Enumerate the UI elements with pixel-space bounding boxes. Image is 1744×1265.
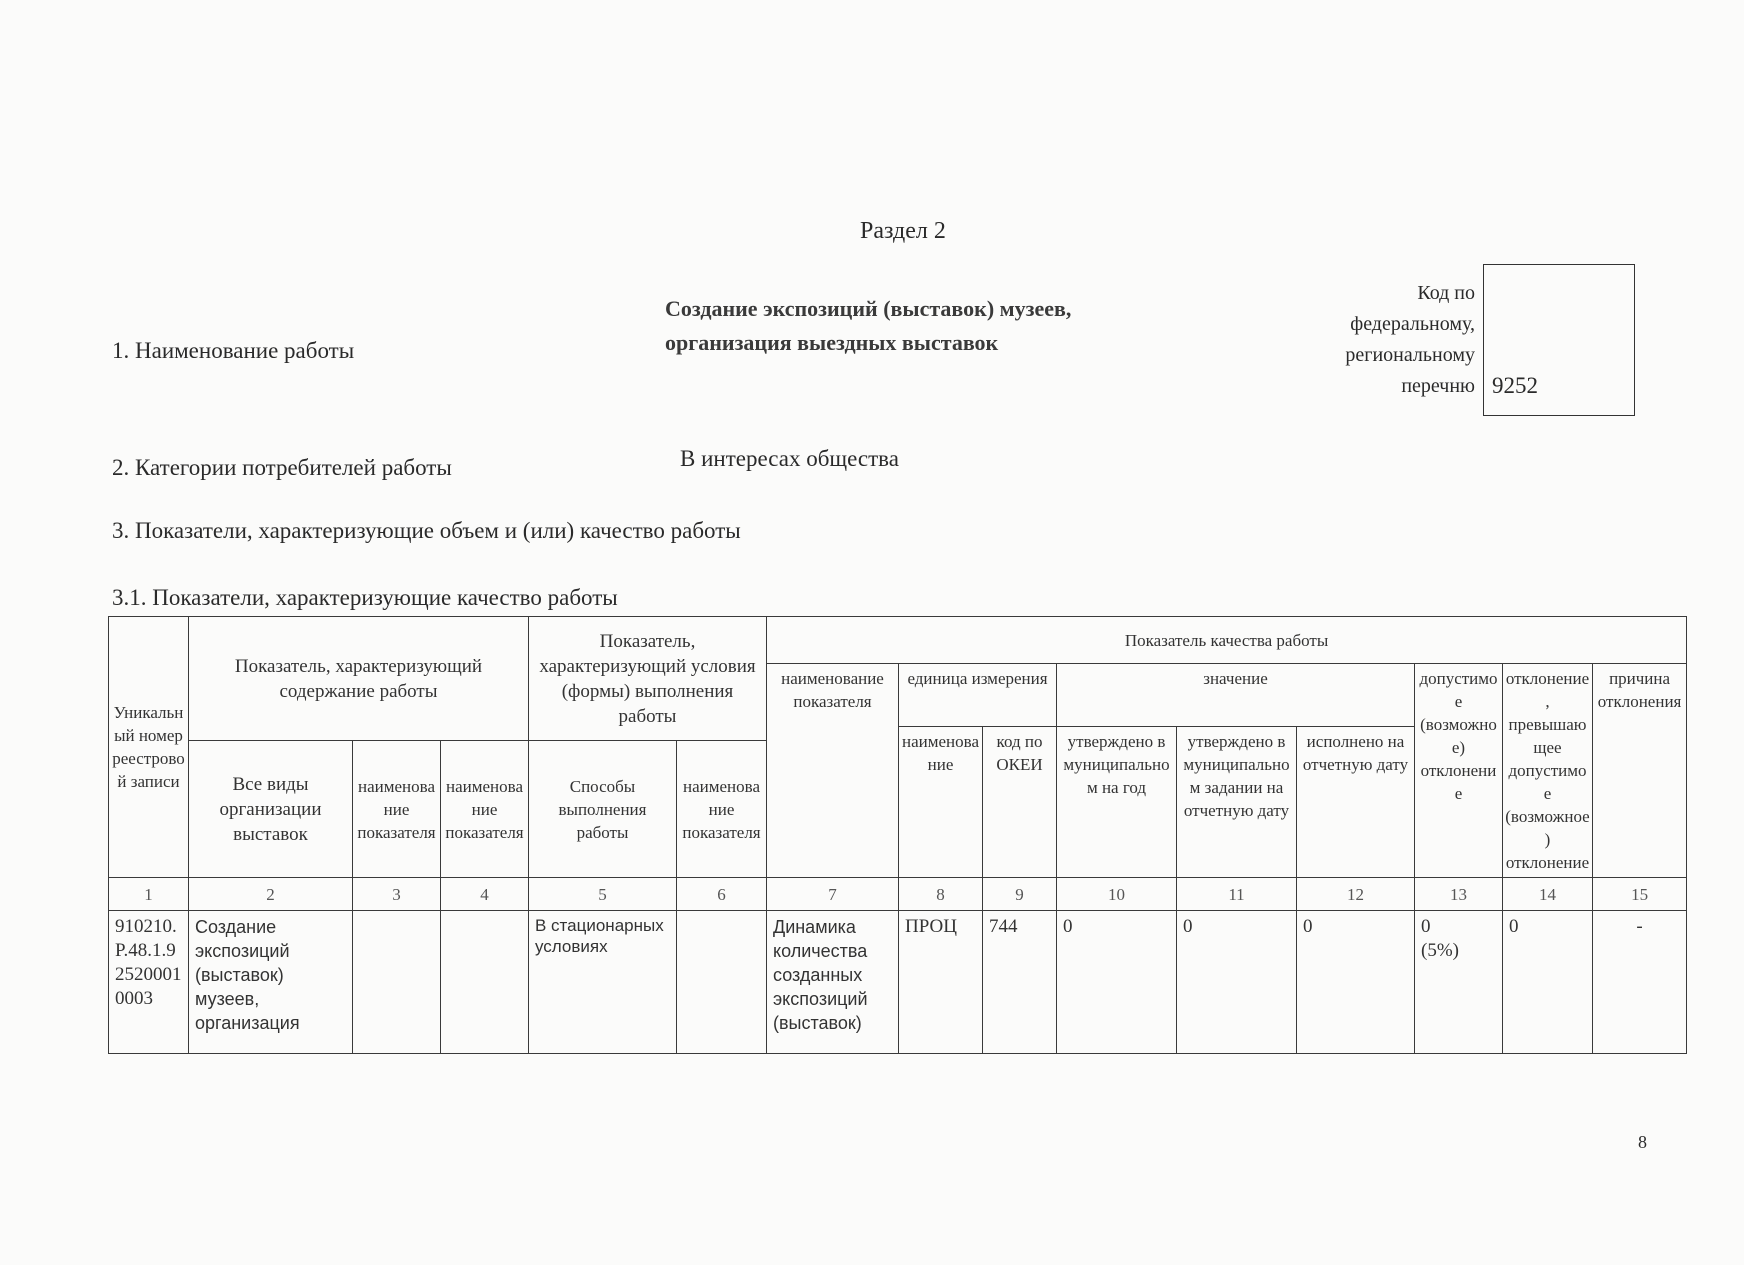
page-number: 8: [1638, 1132, 1647, 1152]
header-col6-indicator: наименование показателя: [677, 741, 767, 878]
cell-indicator: Динамика количества созданных экспозиций (выставок): [767, 911, 899, 1054]
header-methods: Способы выполнения работы: [529, 741, 677, 878]
header-exceeding-deviation: отклонение, превышающее допустимое (возможное) отклонение: [1503, 664, 1593, 878]
code-label-line-2: федеральному,: [1350, 313, 1475, 335]
col-number: 5: [529, 878, 677, 911]
header-quality-group: Показатель качества работы: [767, 617, 1687, 664]
cell-approved-date: 0: [1177, 911, 1297, 1054]
work-name-label: 1. Наименование работы: [112, 338, 355, 363]
work-name-line-2: организация выездных выставок: [665, 330, 999, 355]
code-label-line-1: Код по: [1417, 282, 1475, 304]
col-number: 8: [899, 878, 983, 911]
code-label-line-4: перечню: [1401, 375, 1475, 397]
cell-unique-number: 910210.P.48.1.925200010003: [109, 911, 189, 1054]
cell-allowed-deviation: [1415, 911, 1503, 1054]
col-number: 7: [767, 878, 899, 911]
header-content-group: Показатель, характеризующий содержание работы: [189, 617, 529, 741]
col-number: 1: [109, 878, 189, 911]
section-title: Раздел 2: [860, 218, 946, 244]
col-number: 9: [983, 878, 1057, 911]
cell-allowed-deviation-value: 0: [1421, 916, 1431, 937]
code-value: 9252: [1492, 373, 1538, 398]
col-number: 6: [677, 878, 767, 911]
consumers-label: 2. Категории потребителей работы: [112, 455, 452, 480]
col-number: 13: [1415, 878, 1503, 911]
cell-content: Создание экспозиций (выставок) музеев, организация: [189, 911, 353, 1054]
quality-table-wrapper: [108, 616, 1686, 1054]
header-done-date: исполнено на отчетную дату: [1297, 727, 1415, 878]
code-label-line-3: региональному: [1345, 344, 1475, 366]
header-unit-group: единица измерения: [899, 664, 1057, 727]
cell-method: В стационарных условиях: [529, 911, 677, 1054]
cell-col3: [353, 911, 441, 1054]
work-name-value: [665, 292, 1225, 360]
header-approved-year: утверждено в муниципальном на год: [1057, 727, 1177, 878]
table-row: [109, 911, 1687, 1054]
header-unit-name: наименование: [899, 727, 983, 878]
header-indicator-name: наименование показателя: [767, 664, 899, 878]
col-number: 14: [1503, 878, 1593, 911]
cell-col6: [677, 911, 767, 1054]
cell-okei: 744: [983, 911, 1057, 1054]
heading-indicators: 3. Показатели, характеризующие объем и (или) качество работы: [112, 518, 741, 543]
work-name-line-1: Создание экспозиций (выставок) музеев,: [665, 296, 1072, 321]
code-label: [1290, 278, 1475, 402]
cell-done-date: 0: [1297, 911, 1415, 1054]
table-header-row-1: [109, 617, 1687, 664]
header-deviation-reason: причина отклонения: [1593, 664, 1687, 878]
col-number: 10: [1057, 878, 1177, 911]
header-all-kinds: Все виды организации выставок: [189, 741, 353, 878]
header-allowed-deviation: допустимое (возможное) отклонение: [1415, 664, 1503, 878]
header-unique-number: Уникальный номер реестровой записи: [109, 617, 189, 878]
header-col3-indicator: наименование показателя: [353, 741, 441, 878]
header-col4-indicator: наименование показателя: [441, 741, 529, 878]
cell-unit: ПРОЦ: [899, 911, 983, 1054]
cell-allowed-deviation-percent: (5%): [1421, 940, 1459, 961]
col-number: 15: [1593, 878, 1687, 911]
cell-approved-year: 0: [1057, 911, 1177, 1054]
cell-exceeding-deviation: 0: [1503, 911, 1593, 1054]
consumers-value: В интересах общества: [680, 446, 899, 471]
table-number-row: [109, 878, 1687, 911]
code-box: [1483, 264, 1635, 416]
header-unit-code: код по ОКЕИ: [983, 727, 1057, 878]
col-number: 2: [189, 878, 353, 911]
header-conditions-group: Показатель, характеризующий условия (формы) выполнения работы: [529, 617, 767, 741]
header-approved-date: утверждено в муниципальном задании на отчетную дату: [1177, 727, 1297, 878]
header-value-group: значение: [1057, 664, 1415, 727]
col-number: 3: [353, 878, 441, 911]
col-number: 11: [1177, 878, 1297, 911]
cell-col4: [441, 911, 529, 1054]
quality-table: [108, 616, 1687, 1054]
cell-deviation-reason: -: [1593, 911, 1687, 1054]
heading-quality-indicators: 3.1. Показатели, характеризующие качество работы: [112, 585, 618, 610]
col-number: 4: [441, 878, 529, 911]
col-number: 12: [1297, 878, 1415, 911]
